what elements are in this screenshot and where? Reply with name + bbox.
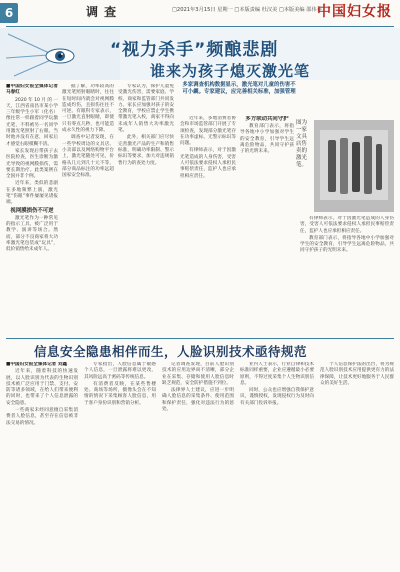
page-header — [0, 0, 400, 26]
paragraph: 业内人士表示，行业自律和技术标准同样重要，企业应遵循最小必要原则，不得过度采集个人生物识别信息。 — [240, 362, 314, 386]
paragraph: 有律师表示，对于因激光笔造成的人身伤害，受害人可依法要求侵权人承担民事赔偿责任，监护人也应承担相应责任。 — [180, 148, 236, 179]
story1-subtitle: 谁来为孩子熄灭激光笔 — [150, 62, 311, 80]
paragraph: 个人信息保护法的出台，将为规范人脸识别技术应用提供更有力的法律保障，让技术更好地服务于人民群众的美好生活。 — [320, 362, 394, 386]
story2-column-2 — [84, 362, 156, 568]
header-rule — [6, 26, 394, 27]
paragraph: 法律界人士建议，应进一步明确人脸信息的采集条件、使用范围和保护责任，强化对违法行为的惩处。 — [162, 388, 234, 413]
story2-column-3 — [162, 362, 234, 568]
story1-column-1 — [6, 84, 58, 336]
paragraph: 此外，相关部门应尽快完善激光产品的生产和销售标准，明确功率限制、警示标识等要求，加大对违规销售行为的查处力度。 — [118, 135, 174, 166]
story1-column-6 — [300, 216, 394, 336]
paragraph: 同时，公众也应增强自我保护意识，谨慎授权，发现侵权行为及时向有关部门投诉举报。 — [240, 388, 314, 406]
newspaper-logo: 中国妇女报 — [317, 4, 392, 20]
paragraph: 一些商家未经同意擅自采集消费者人脸信息，甚至存在信息被非法交易的情况。 — [6, 408, 78, 426]
paragraph: 据了解，功率较高的激光笔照射眼睛时，往往在短时间内就会对视网膜造成灼伤，且损伤往往不可逆。有眼科专家表示，一旦激光直射眼睛，即使只有零点几秒，也可能造成永久性的视力下降。 — [62, 84, 114, 134]
paragraph: 教育部门表示，将指导各地中小学加强对学生的安全教育，引导学生远离危险物品，共同守护孩子的光明未来。 — [240, 124, 294, 155]
section-title: 调 查 — [86, 5, 118, 19]
story1-subhead: 多方联动共同守护 — [245, 116, 289, 122]
story1-title: “视力杀手”频酿悲剧 — [110, 40, 279, 60]
story1-column-3 — [118, 84, 174, 336]
issue-info: □2021年3月15日 星期一 □本版责编 杜汉美 □本版美编 邵伟乔 — [172, 7, 322, 13]
paragraph: 近年来，类似的悲剧在多地频繁上演，激光笔“伤眼”事件屡屡见诸报端。 — [6, 181, 58, 206]
paragraph: 教育部门表示，将指导各地中小学加强对学生的安全教育，引导学生远离危险物品，共同守护孩子的光明未来。 — [300, 235, 394, 254]
laser-pointer-photo — [314, 120, 394, 212]
laser-eye-illustration — [0, 28, 120, 80]
paragraph: 2020年10月的一天，江西省南昌市某小学三年级学生小军（化名）像往常一样跟着同学玩激光笔，不料被另一名同学用激光笔照射了右眼。当时他并没有在意，回家后才感觉右眼模糊不清。 — [6, 97, 58, 147]
story1-column-5 — [240, 116, 294, 336]
story1-column-4 — [180, 116, 236, 336]
photo-caption: 图为一家文具店售卖的激光笔。 — [296, 120, 308, 168]
paragraph: 调查中记者发现，在一些学校周边的文具店、小卖部以及网络购物平台上，激光笔随处可见，价格从几元到几十元不等，部分商品标注的功率远超国家安全标准。 — [62, 135, 114, 179]
story-divider — [6, 338, 394, 339]
story1-byline: ■中国妇女报全媒体记者 马春红 — [6, 84, 58, 96]
paragraph: 有消费者反映，在某些售楼处、商场等场所，摄像头会在不知情的情况下采集顾客人脸信息，用于客户身份识别和营销分析。 — [84, 381, 156, 406]
story1-pullquote: 多家调查机构数据显示，激光笔对儿童的伤害不可小觑。专家建议，应完善相关标准，加强管理 — [182, 82, 296, 96]
story2-column-4 — [240, 362, 314, 568]
paragraph: 专家认为，保护儿童免受激光伤害，需要家庭、学校、商家和监管部门共同发力。家长应加强对孩子的安全教育，学校应禁止学生携带激光笔入校，商家不得向未成年人销售大功率激光笔。 — [118, 84, 174, 134]
paragraph: 记者调查发现，目前人脸识别技术的应用边界尚不清晰，部分企业在采集、存储和使用人脸信息时缺乏规范，安全防护措施不到位。 — [162, 362, 234, 386]
story1-column-2 — [62, 84, 114, 336]
paragraph: 近年来，多地消费者协会和市场监管部门开展了专项检查，发现部分激光笔存在功率虚标、无警示标识等问题。 — [180, 116, 236, 147]
story2-column-5 — [320, 362, 394, 568]
story2-title: 信息安全隐患相伴而生，人脸识别技术亟待规范 — [34, 344, 308, 359]
story2-column-1 — [6, 362, 78, 568]
paragraph: 家长发现后带孩子去医院检查，医生诊断为激光导致的视网膜损伤，需要长期治疗。此类案例在全国并非个例。 — [6, 148, 58, 180]
paragraph: 近年来，随着科技的快速发展，以人脸识别为代表的生物识别技术被广泛应用于门禁、支付、安防等诸多领域，在给人们带来便利的同时，也带来了个人信息泄露的安全隐患。 — [6, 369, 78, 406]
paragraph: 有律师表示，对于因激光笔造成的人身伤害，受害人可依法要求侵权人承担民事赔偿责任，监护人也应承担相应责任。 — [300, 216, 394, 234]
story2-byline: ■中国妇女报全媒体记者 刘鑫 — [6, 362, 68, 367]
story1-subhead: 视网膜损伤不可逆 — [10, 207, 54, 214]
page-number: 6 — [0, 3, 18, 23]
paragraph: 激光笔作为一种常见的指示工具，被广泛用于教学、演讲等场合。然而，部分不良商家将大功率激光笔包装成“玩具”，低价销售给未成年人。 — [6, 215, 58, 253]
paragraph: 专家指出，人脸信息属于敏感个人信息，一旦泄露将难以更改，其风险远高于密码等传统信息。 — [84, 362, 156, 380]
